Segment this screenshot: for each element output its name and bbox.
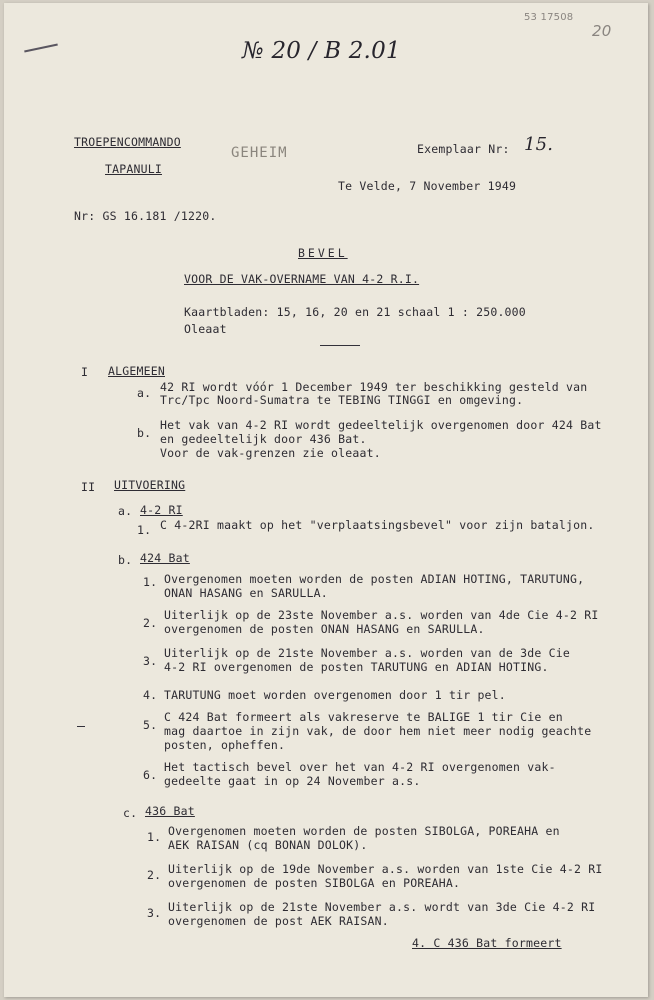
classification-stamp: GEHEIM xyxy=(231,145,288,161)
b-item-line: 4-2 RI overgenomen de posten TARUTUNG en ADIAN HOTING. xyxy=(164,660,549,674)
document-subtitle: VOOR DE VAK-OVERNAME VAN 4-2 R.I. xyxy=(184,272,420,286)
document-page xyxy=(4,3,648,997)
divider-line xyxy=(320,345,360,346)
section-1-item-a-line: 42 RI wordt vóór 1 December 1949 ter beschikking gesteld van xyxy=(160,380,588,394)
pencil-mark xyxy=(24,43,58,52)
reference-number: Nr: GS 16.181 /1220. xyxy=(74,209,217,223)
b-item-label: 4. xyxy=(143,688,158,702)
subsection-a-item-label: 1. xyxy=(137,523,152,537)
c-item-label: 1. xyxy=(147,830,162,844)
subsection-b-label: b. xyxy=(118,553,133,567)
b-item-line: mag daartoe in zijn vak, de door hem niet meer nodig geachte xyxy=(164,724,592,738)
b-item-line: ONAN HASANG en SARULLA. xyxy=(164,586,328,600)
oleaat-label: Oleaat xyxy=(184,322,227,336)
subsection-a-heading: 4-2 RI xyxy=(140,503,183,517)
section-1-heading: ALGEMEEN xyxy=(108,364,165,378)
exemplaar-number: 15. xyxy=(524,134,554,155)
subsection-c-heading: 436 Bat xyxy=(145,804,195,818)
b-item-line: TARUTUNG moet worden overgenomen door 1 tir pel. xyxy=(164,688,506,702)
subsection-b-heading: 424 Bat xyxy=(140,551,190,565)
section-1-item-a-line: Trc/Tpc Noord-Sumatra te TEBING TINGGI en omgeving. xyxy=(160,393,524,407)
place-date: Te Velde, 7 November 1949 xyxy=(338,179,517,193)
command-name: TROEPENCOMMANDO xyxy=(74,135,181,149)
command-region: TAPANULI xyxy=(105,162,162,176)
map-sheets: Kaartbladen: 15, 16, 20 en 21 schaal 1 : 250.000 xyxy=(184,305,526,319)
c-item-line: Uiterlijk op de 19de November a.s. worden van 1ste Cie 4-2 RI xyxy=(168,862,603,876)
b-item-line: Uiterlijk op de 23ste November a.s. worden van 4de Cie 4-2 RI xyxy=(164,608,599,622)
section-2-numeral: II xyxy=(81,480,96,494)
continuation-text: 4. C 436 Bat formeert xyxy=(412,936,562,950)
b-item-line: Overgenomen moeten worden de posten ADIAN HOTING, TARUTUNG, xyxy=(164,572,585,586)
b-item-line: C 424 Bat formeert als vakreserve te BALIGE 1 tir Cie en xyxy=(164,710,563,724)
b-item-line: posten, opheffen. xyxy=(164,738,286,752)
c-item-line: overgenomen de post AEK RAISAN. xyxy=(168,914,389,928)
subsection-a-label: a. xyxy=(118,504,133,518)
b-item-line: Uiterlijk op de 21ste November a.s. worden van de 3de Cie xyxy=(164,646,571,660)
c-item-line: Uiterlijk op de 21ste November a.s. wordt van 3de Cie 4-2 RI xyxy=(168,900,596,914)
b-item-label: 2. xyxy=(143,616,158,630)
b-item-label: 3. xyxy=(143,654,158,668)
b-item-line: Het tactisch bevel over het van 4-2 RI overgenomen vak- xyxy=(164,760,556,774)
c-item-label: 2. xyxy=(147,868,162,882)
exemplaar-label: Exemplaar Nr: xyxy=(417,142,510,156)
subsection-a-item-line: C 4-2RI maakt op het "verplaatsingsbevel" voor zijn bataljon. xyxy=(160,518,595,532)
b-item-line: overgenomen de posten ONAN HASANG en SARULLA. xyxy=(164,622,485,636)
subsection-c-label: c. xyxy=(123,806,138,820)
b-item-label: 1. xyxy=(143,575,158,589)
section-2-heading: UITVOERING xyxy=(114,478,186,492)
section-1-item-b-line: en gedeeltelijk door 436 Bat. xyxy=(160,432,367,446)
page-number: 20 xyxy=(592,22,612,40)
c-item-line: AEK RAISAN (cq BONAN DOLOK). xyxy=(168,838,368,852)
document-title: BEVEL xyxy=(298,246,348,260)
section-1-item-b-line: Voor de vak-grenzen zie oleaat. xyxy=(160,446,381,460)
section-1-numeral: I xyxy=(81,365,89,379)
section-1-item-b-label: b. xyxy=(137,426,152,440)
margin-mark xyxy=(77,726,85,727)
handwritten-reference: № 20 / B 2.01 xyxy=(242,38,401,64)
b-item-line: gedeelte gaat in op 24 November a.s. xyxy=(164,774,421,788)
section-1-item-a-label: a. xyxy=(137,386,152,400)
section-1-item-b-line: Het vak van 4-2 RI wordt gedeeltelijk overgenomen door 424 Bat xyxy=(160,418,602,432)
c-item-label: 3. xyxy=(147,906,162,920)
b-item-label: 5. xyxy=(143,718,158,732)
c-item-line: Overgenomen moeten worden de posten SIBOLGA, POREAHA en xyxy=(168,824,560,838)
b-item-label: 6. xyxy=(143,768,158,782)
c-item-line: overgenomen de posten SIBOLGA en POREAHA. xyxy=(168,876,461,890)
archive-number: 53 17508 xyxy=(524,12,574,23)
